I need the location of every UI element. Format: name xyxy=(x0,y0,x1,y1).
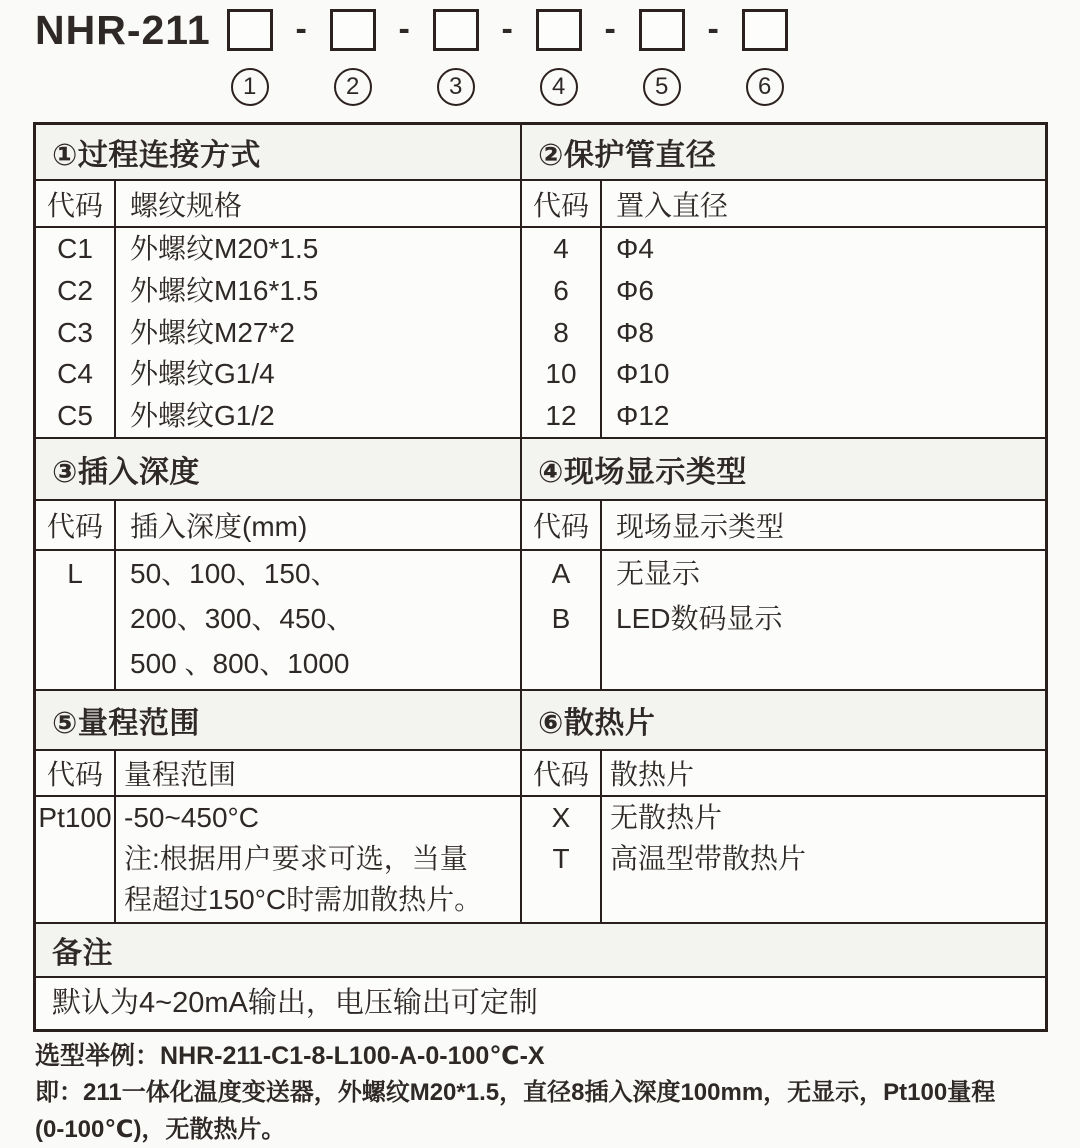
code-column xyxy=(522,797,602,922)
desc-column xyxy=(116,228,520,437)
code-position-3 xyxy=(433,9,479,106)
position-number-1: 1 xyxy=(231,68,269,106)
desc-value-line: 500 、800、1000 xyxy=(130,648,350,679)
code-box-6 xyxy=(742,9,788,51)
model-name: NHR-211 xyxy=(35,7,211,53)
section-body-4 xyxy=(522,551,1045,689)
section-protection-tube-diameter xyxy=(522,125,1045,437)
position-number-2: 2 xyxy=(334,68,372,106)
remark-title: 备注 xyxy=(36,924,1045,978)
desc-column xyxy=(602,551,1045,689)
desc-value: 外螺纹M27*2 xyxy=(130,316,295,348)
desc-header: 置入直径 xyxy=(616,189,729,221)
desc-value: 外螺纹G1/4 xyxy=(130,358,275,390)
code-position-6 xyxy=(742,9,788,106)
code-box-2 xyxy=(330,9,376,51)
code-value: 4 xyxy=(553,233,569,264)
column-header-2 xyxy=(522,181,1045,228)
section-body-1 xyxy=(36,228,520,437)
code-box-5 xyxy=(639,9,685,51)
desc-column xyxy=(602,228,1045,437)
dash-separator: - xyxy=(501,10,513,48)
column-header-6 xyxy=(522,751,1045,797)
desc-header: 螺纹规格 xyxy=(130,189,243,221)
dash-separator: - xyxy=(707,10,719,48)
code-box-3 xyxy=(433,9,479,51)
selection-table xyxy=(33,122,1048,1032)
code-value: Pt100 xyxy=(38,802,112,833)
section-title-1: ①过程连接方式 xyxy=(36,125,520,181)
desc-value: 外螺纹G1/2 xyxy=(130,400,275,432)
dash-separator: - xyxy=(295,10,307,48)
desc-value-line: 注:根据用户要求可选，当量 xyxy=(124,843,468,874)
section-title-6: ⑥散热片 xyxy=(522,691,1045,751)
code-header: 代码 xyxy=(522,181,602,226)
model-code-diagram xyxy=(35,6,788,106)
dash-separator: - xyxy=(604,10,616,48)
example-label: 选型举例： xyxy=(35,1042,161,1070)
position-number-5: 5 xyxy=(643,68,681,106)
desc-value: 外螺纹M20*1.5 xyxy=(130,233,319,264)
column-header-4 xyxy=(522,501,1045,551)
code-column xyxy=(36,551,116,689)
section-process-connection xyxy=(36,125,522,437)
section-heat-sink xyxy=(522,691,1045,922)
position-number-3: 3 xyxy=(437,68,475,106)
code-position-5 xyxy=(639,9,685,106)
code-value: 12 xyxy=(545,400,577,432)
code-column xyxy=(522,228,602,437)
desc-value-line: 200、300、450、 xyxy=(130,603,355,634)
model-code-units xyxy=(227,9,788,106)
desc-value: Φ12 xyxy=(616,400,670,432)
desc-value-line: 程超过150°C时需加散热片。 xyxy=(124,884,483,915)
desc-header: 散热片 xyxy=(610,759,695,790)
desc-value-line: -50~450°C xyxy=(124,802,259,833)
code-value: C1 xyxy=(57,233,93,264)
code-value: C4 xyxy=(57,358,93,390)
desc-value-line: 50、100、150、 xyxy=(130,558,339,589)
table-row-group-2 xyxy=(36,437,1045,689)
code-value: 6 xyxy=(553,274,569,306)
desc-column xyxy=(602,797,1045,922)
section-body-3 xyxy=(36,551,520,689)
example-value: NHR-211-C1-8-L100-A-0-100℃-X xyxy=(160,1042,545,1070)
code-header: 代码 xyxy=(522,501,602,549)
remark-text: 默认为4~20mA输出，电压输出可定制 xyxy=(52,987,538,1019)
desc-value: 无散热片 xyxy=(610,802,723,833)
code-header: 代码 xyxy=(36,501,116,549)
desc-value: LED数码显示 xyxy=(616,603,783,634)
dash-separator: - xyxy=(398,10,410,48)
code-value: L xyxy=(67,558,83,589)
code-value: C3 xyxy=(57,316,93,348)
table-row-group-1 xyxy=(36,125,1045,437)
section-title-4: ④现场显示类型 xyxy=(522,439,1045,501)
desc-column xyxy=(116,797,520,922)
example-line xyxy=(35,1038,1055,1074)
section-body-5 xyxy=(36,797,520,922)
remark-section xyxy=(36,922,1045,1029)
code-value: C5 xyxy=(57,400,93,432)
code-position-4 xyxy=(536,9,582,106)
selection-example xyxy=(35,1038,1055,1148)
code-value: 10 xyxy=(545,358,577,390)
example-explanation-line2: (0-100℃)，无散热片。 xyxy=(35,1116,286,1143)
example-explanation-line1: 即：211一体化温度变送器，外螺纹M20*1.5，直径8插入深度100mm，无显示，Pt100量程 xyxy=(35,1079,996,1106)
code-value: C2 xyxy=(57,274,93,306)
section-display-type xyxy=(522,439,1045,689)
code-column xyxy=(36,797,116,922)
section-insertion-depth xyxy=(36,439,522,689)
section-title-2: ②保护管直径 xyxy=(522,125,1045,181)
desc-value: Φ4 xyxy=(616,233,654,264)
code-value: 8 xyxy=(553,316,569,348)
section-body-6 xyxy=(522,797,1045,922)
desc-value: 无显示 xyxy=(616,558,701,589)
desc-value: Φ8 xyxy=(616,316,654,348)
section-measuring-range xyxy=(36,691,522,922)
code-value: A xyxy=(551,558,571,589)
desc-header: 现场显示类型 xyxy=(616,511,785,542)
table-row-group-3 xyxy=(36,689,1045,922)
desc-value: 高温型带散热片 xyxy=(610,843,807,874)
section-body-2 xyxy=(522,228,1045,437)
column-header-1 xyxy=(36,181,520,228)
desc-header: 插入深度(mm) xyxy=(130,511,308,542)
code-header: 代码 xyxy=(36,181,116,226)
code-box-4 xyxy=(536,9,582,51)
code-column xyxy=(522,551,602,689)
code-position-2 xyxy=(330,9,376,106)
desc-value: Φ6 xyxy=(616,274,654,306)
desc-column xyxy=(116,551,520,689)
position-number-6: 6 xyxy=(746,68,784,106)
section-title-3: ③插入深度 xyxy=(36,439,520,501)
code-column xyxy=(36,228,116,437)
column-header-3 xyxy=(36,501,520,551)
code-header: 代码 xyxy=(522,751,602,795)
desc-header: 量程范围 xyxy=(124,759,237,790)
code-value: X xyxy=(551,802,571,833)
desc-value: Φ10 xyxy=(616,358,670,390)
code-box-1 xyxy=(227,9,273,51)
code-header: 代码 xyxy=(36,751,116,795)
code-value: T xyxy=(552,843,570,874)
position-number-4: 4 xyxy=(540,68,578,106)
code-value: B xyxy=(551,603,571,634)
desc-value: 外螺纹M16*1.5 xyxy=(130,274,319,306)
code-position-1 xyxy=(227,9,273,106)
section-title-5: ⑤量程范围 xyxy=(36,691,520,751)
column-header-5 xyxy=(36,751,520,797)
